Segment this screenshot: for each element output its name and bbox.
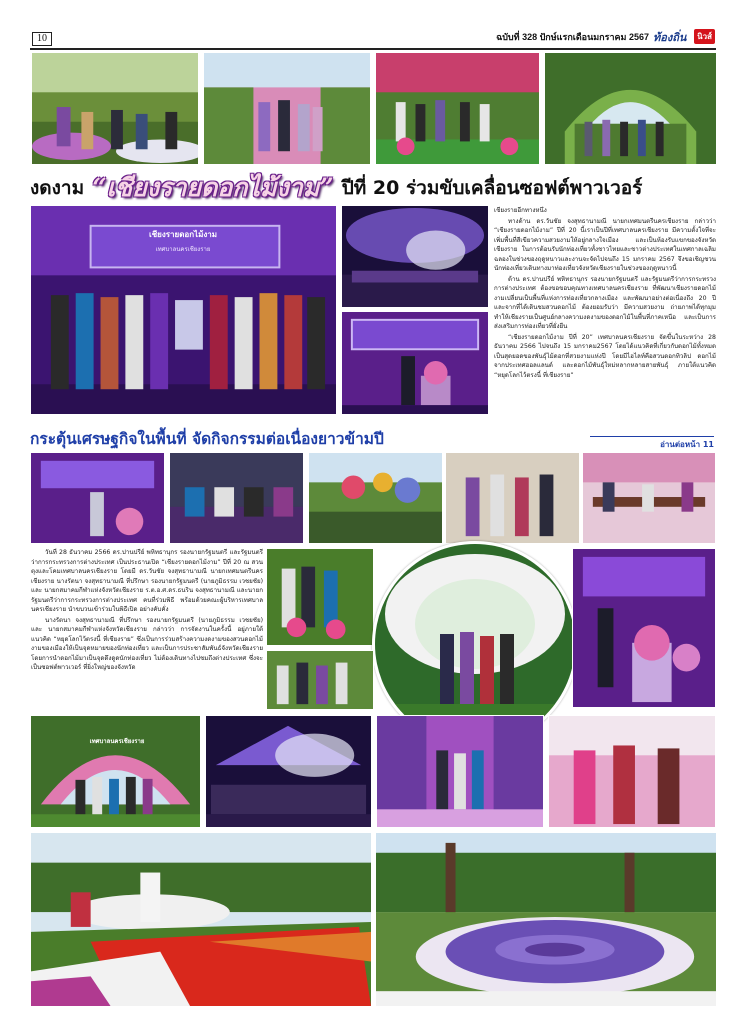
logo-badge: นิวส์ [694, 29, 715, 44]
header-rule [30, 48, 716, 50]
logo-text: ท้องถิ่น [653, 32, 687, 44]
photo-vip-children [266, 548, 374, 646]
photo-stage-group [205, 715, 372, 828]
issue-date-line: ฉบับที่ 328 ปักษ์แรกเดือนมกราคม 2567 [496, 32, 649, 42]
photo-group-indoor [445, 452, 580, 544]
photo-women-flowers [548, 715, 716, 828]
article-left-paragraph: วันที่ 28 ธันวาคม 2566 ดร.ปานปรีย์ พหิทธานุกร รองนายกรัฐมนตรี และรัฐมนตรีว่าการกระทรวงการต่างประเทศ เป็นประธานเปิด “เชียงรายดอกไม้งาม” ปีที่ 20 ณ สวนตุงและโคมเทศบาลนครเชียงราย โดยมี ดร.วันชัย จงสุทธานามณี นายกเทศมนตรีนครเชียงราย นางรัตนา จงสุทธานามณี ที่ปรึกษา รองนายกรัฐมนตรี (นายภูมิธรรม เวชยชัย) และ นายกสมาคมกีฬาแห่งจังหวัดเชียงราย ร.ต.อ.ศ.ดร.ธนริน จงสุทธานามณี และนายกรัฐมนตรีว่าการกระทรวงการต่างประเทศ คนที่ร่วมพิธี พร้อมด้วยคณะผู้บริหารเทศบาลนครเชียงราย นำขบวนเข้าร่วมในพิธีเปิด อย่างคับคั่ง [31, 549, 263, 613]
photo-garden-walk-1 [31, 52, 199, 165]
article-right-paragraph: “เชียงรายดอกไม้งาม ปีที่ 20” เทศบาลนครเชียงราย จัดขึ้นในระหว่าง 28 ธันวาคม 2566 ไปจนถึง 15 มกราคม2567 โดยได้แนวคิดที่เกี่ยวกับดอกไม้ทั้งหมด เป็นสุดยอดของพันธุ์ไม้ดอกที่สวยงามแห่งปี โดยมีไฮไลท์คือสวนดอกทิวลิป ดอกไม้จากประเทศฮอลแลนด์ และดอกไม้พันธุ์ใหม่หลากหลายสายพันธุ์ ภายใต้แนวคิด “หยุดโลกไว้ตรงนี้ ที่เชียงราย” [494, 333, 716, 379]
continue-on-page-label: อ่านต่อหน้า 11 [590, 436, 714, 448]
photo-speech-podium [572, 548, 716, 708]
photo-stage-speech [341, 311, 489, 415]
headline-part1: งดงาม [30, 177, 85, 199]
photo-purple-flower-circle [375, 832, 717, 1007]
photo-seated-guests [169, 452, 304, 544]
sub-headline: กระตุ้นเศรษฐกิจในพื้นที่ จัดกิจกรรมต่อเนื่องยาวข้ามปี [30, 430, 384, 448]
article-right-paragraph: ทางด้าน ดร.วันชัย จงสุทธานามณี นายกเทศมนตรีนครเชียงราย กล่าวว่า “เชียงรายดอกไม้งาม” ปีที่ 20 นี้เราเป็นปีที่เทศบาลนครเชียงราย มีความตั้งใจที่จะเพิ่มพื้นที่สีเขียวความสวยงามให้อยู่กลางใจเมือง และเป็นห้องรับแขกของจังหวัดเชียงราย ในการต้อนรับนักท่องเที่ยวทั้งชาวไทยและชาวต่างประเทศในเทศกาลเฉลิมฉลองในช่วงของฤดูหนาวและงานจะจัดไปจนถึง 15 มกราคม 2567 จึงขอเชิญชวนนักท่องเที่ยวเดินทางมาท่องเที่ยวจังหวัดเชียงรายในช่วงของฤดูหนาวนี้ [494, 217, 716, 272]
headline-event-name: “เชียงรายดอกไม้งาม” [92, 173, 334, 202]
photo-tulip-garden-fountain [30, 832, 372, 1007]
photo-stage-ceremony [30, 205, 337, 415]
photo-stage-performer [30, 452, 165, 544]
page-number: 10 [32, 32, 52, 46]
article-right-paragraph: เชียงรายอีกทางหนึ่ง [494, 207, 547, 214]
photo-hall-tables [582, 452, 716, 544]
article-right-paragraph: ด้าน ดร.ปานปรีย์ พหิทธานุกร รองนายกรัฐมนตรี และรัฐมนตรีว่าการกระทรวงการต่างประเทศ ต้องขอขอบคุณทางเทศบาลนครเชียงราย ที่พัฒนาเชียงรายดอกไม้งามเปลี่ยนเป็นพื้นที่แห่งการท่องเที่ยวกลางเมือง และพัฒนาอย่างต่อเนื่องถึง 20 ปี และจากที่ได้เดินชมสวนดอกไม้ ต้องยอมรับว่า มีความสวยงาม ถ่ายภาพได้ทุกมุม ทำให้เชียงรายเป็นศูนย์กลางความงดงามของดอกไม้ในพื้นที่ภาคเหนือ และเป็นการส่งเสริมการท่องเที่ยวที่ยั่งยืน [494, 275, 716, 330]
headline-part3: ปีที่ 20 ร่วมขับเคลื่อนซอฟต์พาวเวอร์ [341, 177, 643, 199]
photo-lanterns-garden [308, 452, 443, 544]
photo-flower-arch-sign [30, 715, 201, 828]
article-left-column-1 [31, 548, 263, 713]
photo-flower-walkway [376, 715, 544, 828]
newspaper-logo [653, 28, 715, 45]
photo-stage-wide [341, 205, 489, 308]
article-left-paragraph: นางรัตนา จงสุทธานามณี ที่ปรึกษา รองนายกรัฐมนตรี (นายภูมิธรรม เวชยชัย) และ นายกสมาคมกีฬาแห่งจังหวัดเชียงราย กล่าวว่า การจัดงานในครั้งนี้ อยู่ภายใต้แนวคิด “หยุดโลกไว้ตรงนี้ ที่เชียงราย” ซึ่งเป็นการร่วมสร้างความงดงามของสวนดอกไม้งามของเมืองให้เป็นจุดหมายของนักท่องเที่ยว และเป็นการประชาสัมพันธ์จังหวัดเชียงราย โดยการนำดอกไม้มาเป็นจุดดึงดูดนักท่องเที่ยว ไม่ต้องเดินทางไปชมถึงต่างประเทศ ซึ่งจะเป็นซอฟต์พาวเวอร์ ที่ยิ่งใหญ่ของจังหวัด [31, 616, 263, 671]
article-right-column [494, 206, 716, 432]
photo-crowd-garden [266, 650, 374, 710]
photo-garden-walk-2 [203, 52, 371, 165]
stage-screen-title: เชียงรายดอกไม้งาม [148, 230, 218, 239]
photo-flower-arch-group [544, 52, 717, 165]
main-headline [30, 168, 720, 204]
arch-sign-text: เทศบาลนครเชียงราย [89, 738, 145, 745]
photo-dancers [375, 52, 540, 165]
stage-screen-subtitle: เทศบาลนครเชียงราย [155, 246, 211, 253]
